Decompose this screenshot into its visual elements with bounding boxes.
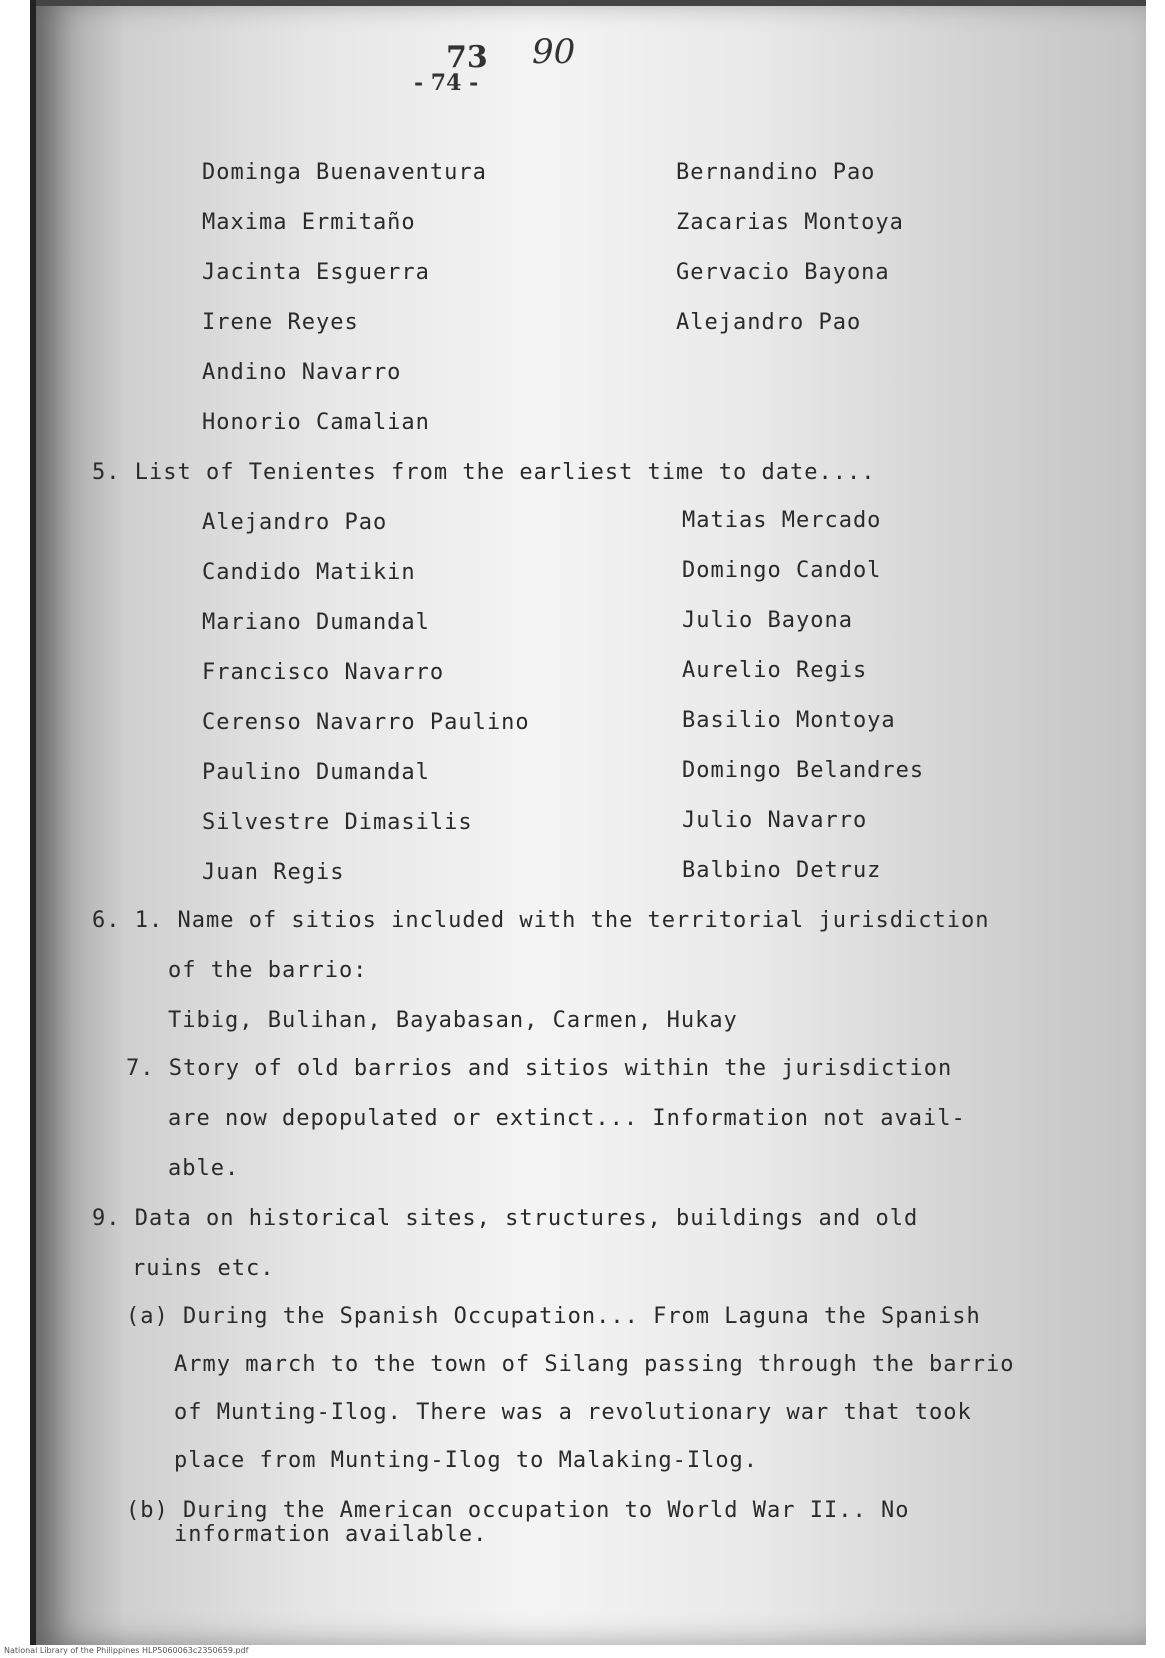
name-left: Irene Reyes [202,310,359,335]
teniente-left: Silvestre Dimasilis [202,810,473,835]
teniente-right: Julio Bayona [682,608,853,633]
teniente-right: Julio Navarro [682,808,868,833]
teniente-left: Juan Regis [202,860,345,885]
section-5-heading: 5. List of Tenientes from the earliest time to date.... [92,460,876,485]
item-9a-line-3: of Munting-Ilog. There was a revolutionary war that took [174,1400,972,1425]
archive-footer: National Library of the Philippines HLP5060063c2350659.pdf [4,1646,249,1655]
name-left: Maxima Ermitaño [202,210,416,235]
document-page [30,0,1146,1645]
item-6-line-2: of the barrio: [168,958,368,983]
item-9a-line-2: Army march to the town of Silang passing through the barrio [174,1352,1015,1377]
item-9a-line-4: place from Munting-Ilog to Malaking-Ilog. [174,1448,759,1473]
teniente-left: Alejandro Pao [202,510,388,535]
teniente-left: Paulino Dumandal [202,760,430,785]
page-number-crossed: 73 [446,40,488,75]
teniente-right: Matias Mercado [682,508,882,533]
teniente-right: Basilio Montoya [682,708,896,733]
name-right: Bernandino Pao [676,160,876,185]
item-9b-line-1: (b) During the American occupation to World War II.. No [126,1498,910,1523]
teniente-left: Francisco Navarro [202,660,445,685]
item-9b-line-2: information available. [174,1522,488,1547]
name-left: Honorio Camalian [202,410,430,435]
item-6-sitios: Tibig, Bulihan, Bayabasan, Carmen, Hukay [168,1008,738,1033]
teniente-left: Cerenso Navarro Paulino [202,710,530,735]
name-left: Dominga Buenaventura [202,160,487,185]
teniente-left: Candido Matikin [202,560,416,585]
page-number-handwritten: 90 [532,32,576,72]
name-left: Andino Navarro [202,360,402,385]
teniente-right: Aurelio Regis [682,658,868,683]
teniente-left: Mariano Dumandal [202,610,430,635]
teniente-right: Domingo Candol [682,558,882,583]
name-right: Alejandro Pao [676,310,862,335]
page-top-edge [36,0,1146,6]
teniente-right: Balbino Detruz [682,858,882,883]
item-7-line-3: able. [168,1156,240,1181]
name-right: Zacarias Montoya [676,210,904,235]
item-7-line-2: are now depopulated or extinct... Information not avail- [168,1106,966,1131]
item-9-line-1: 9. Data on historical sites, structures, buildings and old [92,1206,919,1231]
item-9-line-2: ruins etc. [132,1256,275,1281]
page-number-typed: - 74 - [414,70,479,96]
item-7-line-1: 7. Story of old barrios and sitios within the jurisdiction [126,1056,953,1081]
teniente-right: Domingo Belandres [682,758,925,783]
item-6-line-1: 6. 1. Name of sitios included with the territorial jurisdiction [92,908,990,933]
item-9a-line-1: (a) During the Spanish Occupation... From Laguna the Spanish [126,1304,981,1329]
name-right: Gervacio Bayona [676,260,890,285]
name-left: Jacinta Esguerra [202,260,430,285]
